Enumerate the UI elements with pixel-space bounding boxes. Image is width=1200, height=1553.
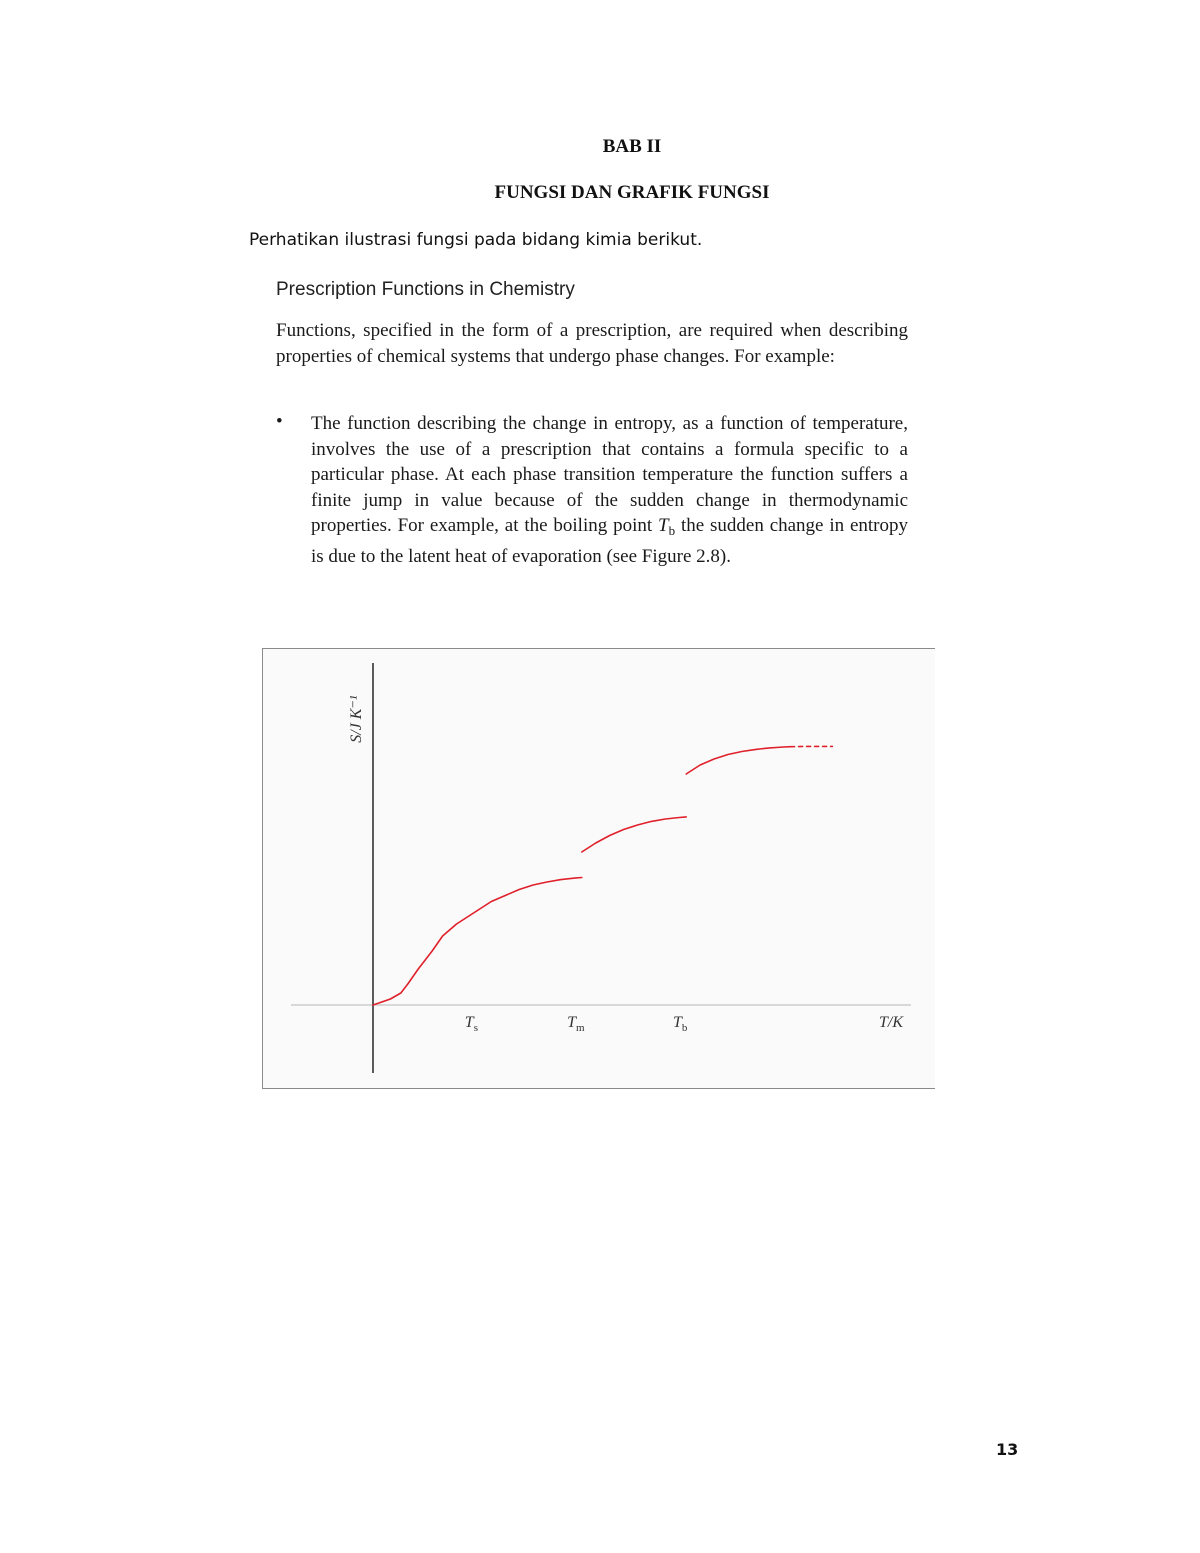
x-axis-label: T/K: [878, 1014, 904, 1031]
x-tick-label: $T_b$: [672, 1014, 688, 1034]
entropy-curve: [373, 746, 832, 1005]
entropy-chart: [263, 649, 935, 1088]
x-tick-subscript: s: [473, 1022, 478, 1034]
entropy-figure: [262, 648, 935, 1089]
chapter-title: FUNGSI DAN GRAFIK FUNGSI: [494, 182, 770, 203]
boiling-point-subscript: b: [668, 523, 676, 538]
bullet-text-end: the sudden change in entropy is due to the latent heat of evaporation (see Figure 2.8).: [311, 515, 909, 567]
x-tick-label: $T_m$: [567, 1014, 585, 1034]
chapter-label: BAB II: [602, 136, 662, 157]
y-axis-label: S/J K⁻¹: [348, 695, 365, 743]
x-tick-subscript: b: [681, 1022, 688, 1034]
entropy-curve-segment: [477, 878, 581, 911]
entropy-curve-segment: [582, 817, 686, 852]
page-number: 13: [996, 1440, 1019, 1459]
excerpt-section-title: Prescription Functions in Chemistry: [276, 279, 575, 300]
excerpt-bullet-item: [311, 411, 908, 569]
x-tick-labels: [465, 1014, 688, 1034]
bullet-text-start: The function describing the change in entropy, as a function of temperature, involves the use of a prescription that contains a formula specific to a particular phase. At each phase transition temperature the function suffers a finite jump in value because of the sudden change in thermodynamic properties. For example, at the boiling point: [311, 413, 908, 536]
intro-text: Perhatikan ilustrasi fungsi pada bidang kimia berikut.: [249, 230, 703, 250]
entropy-curve-segment: [686, 747, 790, 774]
x-tick-subscript: m: [575, 1022, 585, 1034]
excerpt-paragraph: Functions, specified in the form of a prescription, are required when describing properties of chemical systems that undergo phase changes. For example:: [276, 320, 908, 367]
boiling-point-symbol: T: [658, 515, 669, 536]
x-tick-label: $T_s$: [464, 1014, 478, 1034]
bullet-icon: •: [276, 411, 283, 432]
entropy-curve-segment: [373, 911, 477, 1006]
